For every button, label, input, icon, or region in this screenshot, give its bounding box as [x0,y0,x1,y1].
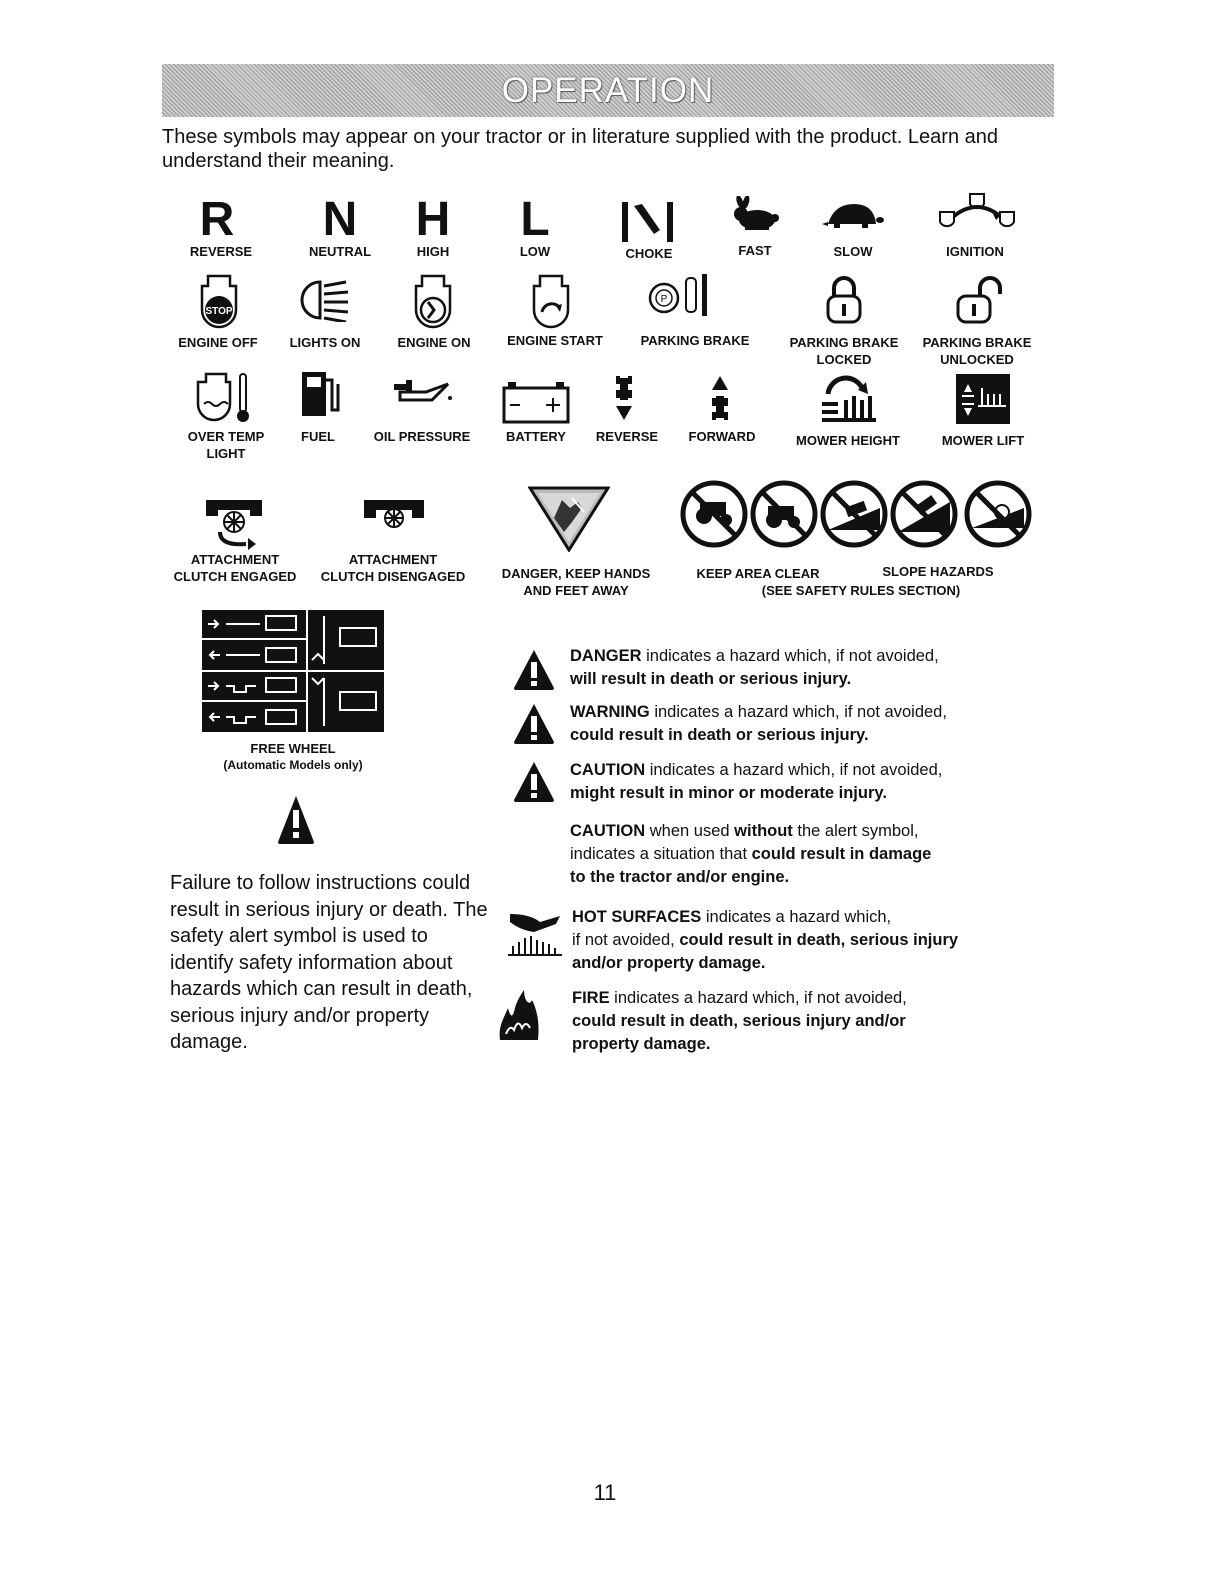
caution-alert-text [570,759,1030,805]
fuel-label: FUEL [301,429,335,444]
caution2-text1: when used [645,822,735,840]
caution2-bold: could result in damage [751,845,932,863]
keep-area-clear-icon-2 [753,483,815,545]
caution-bold: might result in minor or moderate injury. [570,784,887,802]
clutch-engaged-line2: CLUTCH ENGAGED [173,569,297,584]
free-wheel-label [200,740,386,774]
keep-clear-slope-icons [678,478,1046,548]
clutch-disengaged-label [312,551,474,585]
parking-brake-locked-label: PARKING BRAKE LOCKED [789,335,899,367]
warning-text: indicates a hazard which, if not avoided, [649,703,947,721]
fire-text: indicates a hazard which, if not avoided, [609,989,907,1007]
clutch-engaged-icon [202,492,266,550]
clutch-engaged-label [166,551,304,585]
caution2-bold2: to the tractor and/or engine. [570,868,790,886]
slow-label: SLOW [833,244,873,259]
free-wheel-line1: FREE WHEEL [250,741,336,756]
over-temp-label: OVER TEMP LIGHT [187,429,265,461]
engine-start-label: ENGINE START [507,333,603,348]
slope-hazard-icon-1 [823,483,885,545]
hot-bold: could result in death, serious injury [679,931,959,949]
turtle-slow-icon [820,200,884,232]
mower-lift-icon [956,374,1010,424]
neutral-letter-icon: N [322,193,358,246]
fire-word: FIRE [572,989,610,1007]
parking-brake-unlocked-label: PARKING BRAKE UNLOCKED [922,335,1032,367]
engine-on-icon [410,274,456,330]
fire-bold2: property damage. [572,1035,711,1053]
rabbit-fast-icon [727,196,783,238]
warning-bold: could result in death or serious injury. [570,726,869,744]
ignition-label: IGNITION [946,244,1004,259]
caution-alert-icon [512,760,556,804]
neutral-label: NEUTRAL [308,244,372,259]
engine-off-label: ENGINE OFF [178,335,258,350]
oil-pressure-label: OIL PRESSURE [373,429,471,444]
clutch-disengaged-line2: CLUTCH DISENGAGED [320,569,466,584]
lights-on-label: LIGHTS ON [289,335,361,350]
free-wheel-line2: (Automatic Models only) [223,758,363,772]
danger-text: indicates a hazard which, if not avoided, [641,647,939,665]
engine-off-icon [196,274,242,330]
warning-alert-icon [512,702,556,746]
engine-start-icon [528,274,574,330]
forward-arrow-icon [708,374,732,422]
over-temp-icon [196,370,252,426]
fire-icon [496,986,542,1042]
caution2-without: without [734,822,793,840]
hot-word: HOT SURFACES [572,908,702,926]
low-label: LOW [519,244,551,259]
fire-bold: could result in death, serious injury and/or [572,1012,906,1030]
choke-icon [620,200,676,244]
choke-label: CHOKE [625,246,673,261]
battery-icon [500,380,572,426]
slope-hazard-icon-3 [967,483,1029,545]
clutch-disengaged-line1: ATTACHMENT [348,552,438,567]
engine-on-label: ENGINE ON [397,335,471,350]
hot-text: indicates a hazard which, [701,908,892,926]
fast-label: FAST [738,243,772,258]
clutch-disengaged-icon [362,494,426,528]
safety-rules-note: (SEE SAFETY RULES SECTION) [761,583,961,598]
reverse-arrow-icon [612,374,636,422]
warning-alert-text [570,701,1030,747]
slope-hazards-label: SLOPE HAZARDS [882,564,994,579]
free-wheel-icon [200,608,386,734]
hot-bold2: and/or property damage. [572,954,766,972]
padlock-locked-icon [824,274,864,326]
svg-text:STOP: STOP [205,306,233,317]
fuel-pump-icon [298,368,342,420]
danger-bold: will result in death or serious injury. [570,670,852,688]
mower-height-label: MOWER HEIGHT [796,433,900,448]
caution-text: indicates a hazard which, if not avoided, [645,761,943,779]
keep-area-clear-label: KEEP AREA CLEAR [696,566,820,581]
caution2-word: CAUTION [570,822,646,840]
oil-can-icon [390,376,458,412]
parking-brake-icon [646,272,716,318]
hot-text2: if not avoided, [572,931,680,949]
svg-text:P: P [660,294,668,305]
intro-text: These symbols may appear on your tractor or in literature supplied with the product. Learn and understand their meaning. [162,126,998,172]
high-label: HIGH [416,244,450,259]
clutch-engaged-line1: ATTACHMENT [190,552,280,567]
padlock-unlocked-icon [956,274,1004,326]
warning-word: WARNING [570,703,650,721]
danger-word: DANGER [570,647,642,665]
reverse-label: REVERSE [189,244,253,259]
reverse-letter-icon: R [199,193,235,246]
keep-area-clear-icon-1 [683,483,745,545]
mower-lift-label: MOWER LIFT [941,433,1025,448]
caution-word: CAUTION [570,761,646,779]
danger-hands-label [490,565,662,599]
danger-alert-text [570,645,1030,691]
low-letter-icon: L [520,193,550,246]
hot-surfaces-alert-text [572,906,1032,975]
danger-hands-line1: DANGER, KEEP HANDS [501,566,651,581]
parking-brake-label: PARKING BRAKE [640,333,750,348]
caution2-text2: the alert symbol, [792,822,919,840]
danger-hands-line2: AND FEET AWAY [523,583,629,598]
caution2-text3: indicates a situation that [570,845,752,863]
headlight-icon [298,278,352,322]
page-number: 11 [593,1480,617,1505]
section-banner [162,64,1054,117]
safety-alert-icon [276,794,316,846]
ignition-icon [930,186,1024,232]
reverse-direction-label: REVERSE [595,429,659,444]
high-letter-icon: H [415,193,451,246]
danger-alert-icon [512,648,556,692]
failure-paragraph: Failure to follow instructions could result in serious injury or death. The safety alert symbol is used to identify safety information about hazards which can result in death, serious injury and/or property damage. [170,872,488,1053]
mower-height-icon [818,372,878,424]
hot-surface-icon [506,906,566,960]
section-title: OPERATION [501,70,715,110]
danger-hands-icon [528,486,610,552]
fire-alert-text [572,987,1032,1056]
caution-without-symbol-text [570,820,1030,889]
battery-label: BATTERY [506,429,566,444]
slope-hazard-icon-2 [893,483,955,545]
forward-label: FORWARD [688,429,756,444]
